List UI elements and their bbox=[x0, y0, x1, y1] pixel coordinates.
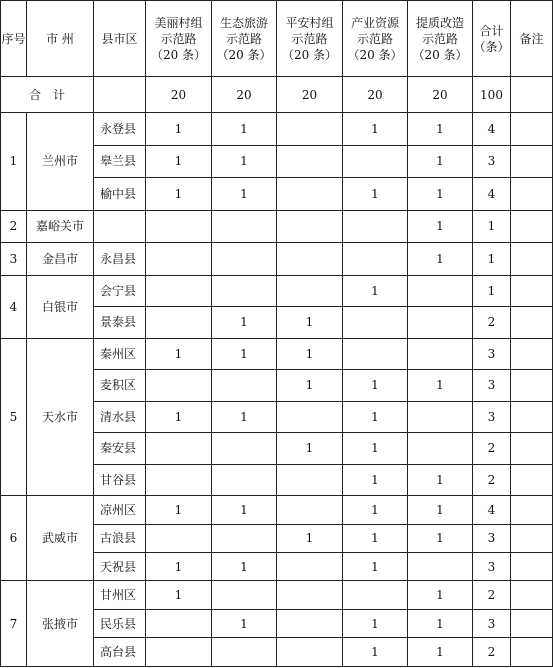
count-cell: 1 bbox=[343, 113, 408, 146]
header-county: 县市区 bbox=[94, 1, 146, 77]
count-cell: 1 bbox=[277, 524, 343, 552]
city-cell: 兰州市 bbox=[27, 113, 94, 211]
table-row bbox=[1, 113, 553, 146]
remark-cell bbox=[511, 307, 553, 339]
seq-cell: 2 bbox=[1, 210, 27, 243]
table-row bbox=[1, 338, 553, 370]
row-total-cell: 3 bbox=[473, 524, 511, 552]
remark-cell bbox=[511, 178, 553, 211]
count-cell bbox=[277, 496, 343, 524]
header-total: 合计 （条） bbox=[473, 1, 511, 77]
count-cell: 1 bbox=[212, 113, 277, 146]
row-total-cell: 1 bbox=[473, 243, 511, 276]
count-cell: 1 bbox=[343, 552, 408, 580]
row-total-cell: 4 bbox=[473, 496, 511, 524]
remark-cell bbox=[511, 77, 553, 113]
county-cell: 永登县 bbox=[94, 113, 146, 146]
seq-cell: 5 bbox=[1, 338, 27, 496]
count-cell bbox=[146, 370, 212, 402]
remark-cell bbox=[511, 338, 553, 370]
county-cell: 麦积区 bbox=[94, 370, 146, 402]
count-cell bbox=[146, 307, 212, 339]
row-total-cell: 3 bbox=[473, 370, 511, 402]
row-total-cell: 4 bbox=[473, 113, 511, 146]
remark-cell bbox=[511, 433, 553, 465]
row-total-cell: 1 bbox=[473, 275, 511, 307]
county-cell: 秦安县 bbox=[94, 433, 146, 465]
county-cell: 景泰县 bbox=[94, 307, 146, 339]
count-cell: 1 bbox=[146, 338, 212, 370]
count-cell: 1 bbox=[408, 581, 473, 609]
city-cell: 嘉峪关市 bbox=[27, 210, 94, 243]
remark-cell bbox=[511, 113, 553, 146]
count-cell: 1 bbox=[343, 464, 408, 496]
count-cell: 1 bbox=[343, 496, 408, 524]
count-cell: 1 bbox=[408, 496, 473, 524]
count-cell: 1 bbox=[408, 464, 473, 496]
count-cell: 1 bbox=[212, 552, 277, 580]
city-cell: 白银市 bbox=[27, 275, 94, 338]
count-cell: 1 bbox=[408, 609, 473, 637]
count-cell: 1 bbox=[343, 370, 408, 402]
county-cell: 高台县 bbox=[94, 638, 146, 667]
count-cell: 1 bbox=[146, 496, 212, 524]
count-cell: 1 bbox=[408, 638, 473, 667]
remark-cell bbox=[511, 464, 553, 496]
count-cell: 1 bbox=[212, 145, 277, 178]
remark-cell bbox=[511, 210, 553, 243]
seq-cell: 4 bbox=[1, 275, 27, 338]
count-cell: 1 bbox=[408, 370, 473, 402]
header-quality-upgrade-road: 提质改造 示范路 （20 条） bbox=[408, 1, 473, 77]
count-cell bbox=[277, 210, 343, 243]
count-cell bbox=[277, 638, 343, 667]
county-cell: 永昌县 bbox=[94, 243, 146, 276]
total-county-cell bbox=[94, 77, 146, 113]
city-cell: 张掖市 bbox=[27, 581, 94, 667]
count-cell bbox=[146, 464, 212, 496]
seq-cell: 6 bbox=[1, 496, 27, 581]
table-body bbox=[1, 113, 553, 667]
total-value: 20 bbox=[343, 77, 408, 113]
count-cell: 1 bbox=[343, 275, 408, 307]
count-cell: 1 bbox=[408, 145, 473, 178]
header-eco-tourism-road: 生态旅游 示范路 （20 条） bbox=[212, 1, 277, 77]
count-cell: 1 bbox=[408, 243, 473, 276]
county-cell: 皋兰县 bbox=[94, 145, 146, 178]
total-value: 20 bbox=[212, 77, 277, 113]
table-row bbox=[1, 581, 553, 609]
row-total-cell: 2 bbox=[473, 464, 511, 496]
count-cell bbox=[408, 433, 473, 465]
remark-cell bbox=[511, 552, 553, 580]
city-cell: 天水市 bbox=[27, 338, 94, 496]
row-total-cell: 4 bbox=[473, 178, 511, 211]
county-cell: 甘谷县 bbox=[94, 464, 146, 496]
count-cell: 1 bbox=[343, 433, 408, 465]
count-cell bbox=[343, 243, 408, 276]
count-cell bbox=[408, 275, 473, 307]
count-cell bbox=[343, 145, 408, 178]
remark-cell bbox=[511, 243, 553, 276]
count-cell bbox=[408, 401, 473, 433]
count-cell bbox=[146, 275, 212, 307]
count-cell bbox=[212, 275, 277, 307]
count-cell bbox=[343, 338, 408, 370]
row-total-cell: 2 bbox=[473, 307, 511, 339]
table-row bbox=[1, 275, 553, 307]
county-cell bbox=[94, 210, 146, 243]
header-safe-village-road: 平安村组 示范路 （20 条） bbox=[277, 1, 343, 77]
city-cell: 武威市 bbox=[27, 496, 94, 581]
county-cell: 凉州区 bbox=[94, 496, 146, 524]
count-cell: 1 bbox=[343, 524, 408, 552]
count-cell: 1 bbox=[212, 178, 277, 211]
count-cell bbox=[277, 145, 343, 178]
count-cell bbox=[277, 243, 343, 276]
total-label: 合 计 bbox=[1, 77, 94, 113]
count-cell bbox=[212, 243, 277, 276]
total-value: 20 bbox=[146, 77, 212, 113]
count-cell bbox=[212, 464, 277, 496]
row-total-cell: 3 bbox=[473, 401, 511, 433]
county-cell: 天祝县 bbox=[94, 552, 146, 580]
row-total-cell: 3 bbox=[473, 338, 511, 370]
count-cell bbox=[343, 581, 408, 609]
count-cell bbox=[146, 243, 212, 276]
remark-cell bbox=[511, 524, 553, 552]
county-cell: 古浪县 bbox=[94, 524, 146, 552]
count-cell bbox=[343, 210, 408, 243]
remark-cell bbox=[511, 401, 553, 433]
count-cell: 1 bbox=[212, 496, 277, 524]
header-city: 市 州 bbox=[27, 1, 94, 77]
header-seq: 序号 bbox=[1, 1, 27, 77]
remark-cell bbox=[511, 609, 553, 637]
count-cell bbox=[277, 178, 343, 211]
remark-cell bbox=[511, 370, 553, 402]
count-cell: 1 bbox=[277, 433, 343, 465]
row-total-cell: 2 bbox=[473, 638, 511, 667]
count-cell: 1 bbox=[277, 338, 343, 370]
count-cell bbox=[343, 307, 408, 339]
remark-cell bbox=[511, 145, 553, 178]
header-beautiful-village-road: 美丽村组 示范路 （20 条） bbox=[146, 1, 212, 77]
county-cell: 民乐县 bbox=[94, 609, 146, 637]
count-cell bbox=[212, 638, 277, 667]
count-cell bbox=[146, 524, 212, 552]
count-cell: 1 bbox=[343, 638, 408, 667]
count-cell bbox=[277, 113, 343, 146]
count-cell: 1 bbox=[146, 581, 212, 609]
count-cell: 1 bbox=[146, 178, 212, 211]
seq-cell: 1 bbox=[1, 113, 27, 211]
count-cell bbox=[212, 524, 277, 552]
count-cell: 1 bbox=[146, 113, 212, 146]
count-cell: 1 bbox=[212, 401, 277, 433]
total-value: 20 bbox=[408, 77, 473, 113]
count-cell bbox=[277, 275, 343, 307]
count-cell: 1 bbox=[408, 113, 473, 146]
table-row bbox=[1, 210, 553, 243]
count-cell bbox=[212, 210, 277, 243]
total-row bbox=[1, 77, 553, 113]
count-cell bbox=[146, 609, 212, 637]
count-cell bbox=[277, 464, 343, 496]
table-row bbox=[1, 243, 553, 276]
remark-cell bbox=[511, 638, 553, 667]
header-industry-resource-road: 产业资源 示范路 （20 条） bbox=[343, 1, 408, 77]
remark-cell bbox=[511, 275, 553, 307]
count-cell bbox=[146, 433, 212, 465]
count-cell: 1 bbox=[146, 552, 212, 580]
count-cell: 1 bbox=[146, 145, 212, 178]
total-value: 100 bbox=[473, 77, 511, 113]
county-cell: 会宁县 bbox=[94, 275, 146, 307]
count-cell bbox=[277, 401, 343, 433]
count-cell bbox=[277, 552, 343, 580]
count-cell: 1 bbox=[212, 307, 277, 339]
count-cell bbox=[277, 581, 343, 609]
seq-cell: 7 bbox=[1, 581, 27, 667]
count-cell bbox=[146, 638, 212, 667]
county-cell: 甘州区 bbox=[94, 581, 146, 609]
table-row bbox=[1, 496, 553, 524]
count-cell bbox=[212, 581, 277, 609]
count-cell: 1 bbox=[408, 178, 473, 211]
row-total-cell: 2 bbox=[473, 433, 511, 465]
count-cell: 1 bbox=[277, 307, 343, 339]
row-total-cell: 3 bbox=[473, 552, 511, 580]
count-cell bbox=[408, 552, 473, 580]
county-cell: 榆中县 bbox=[94, 178, 146, 211]
header-remark: 备注 bbox=[511, 1, 553, 77]
count-cell: 1 bbox=[212, 338, 277, 370]
total-value: 20 bbox=[277, 77, 343, 113]
count-cell bbox=[146, 210, 212, 243]
count-cell bbox=[212, 433, 277, 465]
count-cell: 1 bbox=[212, 609, 277, 637]
row-total-cell: 1 bbox=[473, 210, 511, 243]
header-row bbox=[1, 1, 553, 77]
count-cell bbox=[277, 609, 343, 637]
remark-cell bbox=[511, 496, 553, 524]
count-cell: 1 bbox=[343, 401, 408, 433]
count-cell: 1 bbox=[343, 178, 408, 211]
city-cell: 金昌市 bbox=[27, 243, 94, 276]
count-cell bbox=[408, 338, 473, 370]
row-total-cell: 3 bbox=[473, 145, 511, 178]
count-cell: 1 bbox=[408, 210, 473, 243]
count-cell: 1 bbox=[277, 370, 343, 402]
county-cell: 秦州区 bbox=[94, 338, 146, 370]
count-cell bbox=[408, 307, 473, 339]
remark-cell bbox=[511, 581, 553, 609]
seq-cell: 3 bbox=[1, 243, 27, 276]
count-cell bbox=[212, 370, 277, 402]
count-cell: 1 bbox=[408, 524, 473, 552]
row-total-cell: 3 bbox=[473, 609, 511, 637]
count-cell: 1 bbox=[146, 401, 212, 433]
count-cell: 1 bbox=[343, 609, 408, 637]
row-total-cell: 2 bbox=[473, 581, 511, 609]
county-cell: 清水县 bbox=[94, 401, 146, 433]
